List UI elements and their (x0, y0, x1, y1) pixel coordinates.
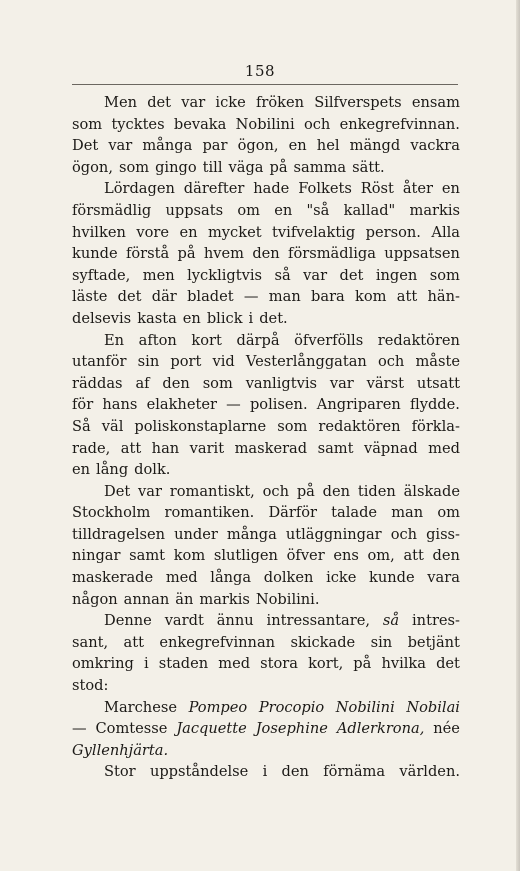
word: att (403, 547, 424, 565)
word: vid (212, 353, 235, 371)
word: delsevis (72, 309, 132, 327)
text-line (72, 653, 460, 675)
word: var (108, 137, 133, 155)
word: med (218, 655, 251, 673)
word: en (288, 137, 307, 155)
word: och (262, 482, 289, 500)
word: den (281, 763, 309, 781)
word: i (262, 763, 268, 781)
text-line (72, 308, 460, 330)
word: kunde (72, 245, 118, 263)
word: det (147, 94, 172, 111)
word: markis (199, 590, 250, 608)
word: Folkets (298, 180, 352, 198)
word: under (174, 525, 218, 543)
text-line (72, 459, 460, 481)
word: icke (326, 569, 357, 587)
word: den (162, 374, 190, 392)
word: mycket (207, 223, 262, 241)
word: stora (260, 655, 298, 673)
text-line (72, 481, 460, 503)
word: väpnad (363, 439, 418, 457)
word: Nobilini (335, 698, 395, 716)
text-line (72, 135, 460, 157)
word: vore (136, 223, 169, 241)
word: förstå (125, 245, 170, 263)
text-line (72, 394, 460, 416)
page-edge (516, 0, 520, 871)
word: sant, (72, 633, 109, 651)
word: på (177, 245, 196, 263)
word: Därför (268, 504, 317, 522)
text-line (72, 351, 460, 373)
text-line (72, 675, 460, 697)
word: läste (72, 288, 108, 306)
word: många (142, 137, 193, 155)
word: som (429, 266, 460, 284)
word: markis (409, 201, 460, 219)
text-line (72, 545, 460, 567)
word: där (151, 288, 177, 306)
word: intres- (412, 612, 460, 630)
word: han (151, 439, 180, 457)
text-line (72, 330, 460, 352)
text-line (72, 697, 460, 719)
word: en (72, 461, 91, 479)
word: tiden (357, 482, 396, 500)
word: försmädlig (72, 201, 152, 219)
word: vanligtvis (245, 374, 317, 392)
word: ensam (411, 94, 460, 111)
word: sin (137, 353, 160, 371)
word: varit (189, 439, 225, 457)
word: enkegrefvinnan. (339, 115, 460, 133)
word: som (118, 158, 150, 176)
word: en (274, 201, 293, 219)
word: ögon, (72, 158, 113, 176)
word: än (175, 590, 194, 608)
word: stod: (72, 677, 109, 695)
word: kom (173, 547, 206, 565)
word: af (135, 374, 150, 392)
word: poliskonstaplarne (134, 417, 267, 435)
word: som (277, 417, 308, 435)
word: den (322, 482, 351, 500)
word: räddas (72, 374, 123, 392)
word: för (72, 396, 94, 414)
text-line (72, 761, 460, 783)
word: romantiken. (164, 504, 255, 522)
word: i (248, 309, 254, 327)
word: vara (427, 569, 460, 587)
word: uppsatsen (384, 245, 460, 263)
word: därpå (236, 331, 280, 349)
word: kort (191, 331, 222, 349)
word: bevaka (173, 115, 227, 133)
word: lyckligtvis (187, 266, 263, 284)
word: person. (365, 223, 421, 241)
word: omkring (72, 655, 134, 673)
word: Comtesse (95, 720, 168, 738)
word: utanför (72, 353, 127, 371)
text-line (72, 740, 460, 762)
word: Marchese (104, 698, 177, 716)
word: hvilka (381, 655, 426, 673)
word: samt (317, 439, 354, 457)
word: försmädliga (288, 245, 376, 263)
word: om (237, 201, 260, 219)
word: på (353, 655, 372, 673)
word: det (339, 266, 364, 284)
word: gingo (155, 158, 197, 176)
page-number: 158 (244, 62, 276, 80)
word: Nobilini (235, 115, 295, 133)
word: romantiskt, (169, 482, 255, 500)
word: utläggningar (285, 525, 382, 543)
word: dolken (263, 569, 314, 587)
word: icke (215, 94, 246, 111)
word: Procopio (258, 698, 325, 716)
word: Stor (104, 763, 136, 781)
word: om (437, 504, 460, 522)
text-line (72, 502, 460, 524)
text-line (72, 632, 460, 654)
word: — (226, 396, 241, 414)
word: sin (370, 633, 393, 651)
word: tycktes (111, 115, 165, 133)
word: kallad" (343, 201, 396, 219)
word: uppståndelse (149, 763, 249, 781)
word: älskade (403, 482, 460, 500)
word: syftade, (72, 266, 131, 284)
word: kort, (308, 655, 344, 673)
text-line (72, 265, 460, 287)
word: redaktören (377, 331, 460, 349)
word: Denne (104, 612, 152, 630)
text-line (72, 567, 460, 589)
word: Angriparen (316, 396, 401, 414)
word: par (202, 137, 228, 155)
word: utsatt (416, 374, 460, 392)
word: var (329, 374, 354, 392)
word: née (433, 720, 460, 738)
word: ingen (375, 266, 418, 284)
word: sätt. (352, 158, 385, 176)
word: på (269, 158, 288, 176)
word: måste (415, 353, 460, 371)
word: Alla (431, 223, 460, 241)
word: — (72, 720, 87, 738)
word: så (274, 266, 291, 284)
word: Nobilini. (255, 590, 320, 608)
text-line (72, 718, 460, 740)
word: "så (306, 201, 330, 219)
word: så (382, 612, 400, 630)
word: bara (311, 288, 345, 306)
word: kom (355, 288, 387, 306)
word: — (243, 288, 259, 306)
word: en (182, 309, 201, 327)
word: Josephine (255, 720, 328, 738)
text-line (72, 243, 460, 265)
word: hans (102, 396, 138, 414)
text-line (72, 157, 460, 179)
word: att (396, 288, 418, 306)
word: åter (402, 180, 433, 198)
word: elakheter (146, 396, 217, 414)
word: det. (259, 309, 288, 327)
body-text (72, 92, 460, 783)
word: som (72, 115, 103, 133)
word: slutligen (213, 547, 278, 565)
word: någon (72, 590, 118, 608)
word: ningar (72, 547, 121, 565)
word: Så (72, 417, 91, 435)
word: ens (333, 547, 359, 565)
header-rule (72, 84, 458, 85)
word: om, (367, 547, 395, 565)
word: lång (96, 461, 129, 479)
word: förnäma (323, 763, 386, 781)
word: enkegrefvinnan (159, 633, 276, 651)
word: samt (129, 547, 166, 565)
word: maskerad (234, 439, 308, 457)
word: att (123, 633, 144, 651)
word: Stockholm (72, 504, 151, 522)
word: hvem (203, 245, 244, 263)
word: Lördagen (104, 180, 175, 198)
word: port (170, 353, 202, 371)
word: hvilken (72, 223, 126, 241)
word: bladet (187, 288, 234, 306)
word: värst (366, 374, 404, 392)
word: var (303, 266, 328, 284)
word: med (428, 439, 460, 457)
word: men (142, 266, 175, 284)
word: tvifvelaktig (272, 223, 356, 241)
word: afton (138, 331, 177, 349)
word: öfverfölls (294, 331, 364, 349)
word: man (268, 288, 301, 306)
word: rade, (72, 439, 111, 457)
word: polisen. (249, 396, 308, 414)
word: annan (123, 590, 170, 608)
word: ännu (216, 612, 254, 630)
word: fröken (255, 94, 304, 111)
word: och (377, 353, 405, 371)
word: dolk. (134, 461, 171, 479)
word: vardt (164, 612, 204, 630)
word: En (104, 331, 125, 349)
word: hän- (427, 288, 460, 306)
word: giss- (426, 525, 460, 543)
text-line (72, 610, 460, 632)
word: förkla- (411, 417, 460, 435)
word: Gyllenhjärta. (72, 741, 169, 759)
text-line (72, 589, 460, 611)
word: den (252, 245, 280, 263)
word: kasta (137, 309, 177, 327)
word: väl (101, 417, 124, 435)
word: många (226, 525, 277, 543)
word: kunde (369, 569, 415, 587)
word: Adlerkrona, (336, 720, 425, 738)
word: Pompeo (188, 698, 248, 716)
word: Nobilai (406, 698, 460, 716)
word: i (143, 655, 149, 673)
text-line (72, 92, 460, 114)
word: världen. (399, 763, 460, 781)
text-line (72, 200, 460, 222)
text-line (72, 524, 460, 546)
text-line (72, 114, 460, 136)
text-line (72, 416, 460, 438)
word: tilldragelsen (72, 525, 166, 543)
word: hel (316, 137, 340, 155)
word: var (138, 482, 162, 500)
word: Jacquette (176, 720, 247, 738)
word: vackra (410, 137, 460, 155)
word: en (179, 223, 198, 241)
word: väga (228, 158, 264, 176)
word: det (117, 288, 142, 306)
word: intressantare, (266, 612, 370, 630)
word: blick (206, 309, 243, 327)
word: Men (104, 94, 137, 111)
word: det (436, 655, 460, 673)
text-line (72, 373, 460, 395)
word: och (390, 525, 418, 543)
word: som (202, 374, 233, 392)
word: staden (158, 655, 209, 673)
word: Det (72, 137, 99, 155)
word: hade (253, 180, 290, 198)
word: en (441, 180, 460, 198)
word: öfver (286, 547, 325, 565)
word: till (202, 158, 223, 176)
word: den (432, 547, 460, 565)
word: och (303, 115, 331, 133)
word: flydde. (409, 396, 460, 414)
word: mängd (349, 137, 401, 155)
word: talade (331, 504, 378, 522)
word: Det (104, 482, 131, 500)
word: ögon, (237, 137, 279, 155)
word: betjänt (407, 633, 460, 651)
word: skickade (290, 633, 356, 651)
word: långa (210, 569, 252, 587)
word: Silfverspets (314, 94, 402, 111)
word: Vesterlånggatan (245, 353, 367, 371)
word: redaktören (318, 417, 401, 435)
word: med (165, 569, 198, 587)
text-line (72, 438, 460, 460)
word: var (181, 94, 206, 111)
text-line (72, 222, 460, 244)
word: Röst (360, 180, 394, 198)
word: man (391, 504, 424, 522)
word: uppsats (165, 201, 224, 219)
word: maskerade (72, 569, 154, 587)
text-line (72, 286, 460, 308)
word: att (120, 439, 142, 457)
word: på (296, 482, 315, 500)
word: därefter (183, 180, 245, 198)
text-line (72, 178, 460, 200)
word: samma (293, 158, 347, 176)
